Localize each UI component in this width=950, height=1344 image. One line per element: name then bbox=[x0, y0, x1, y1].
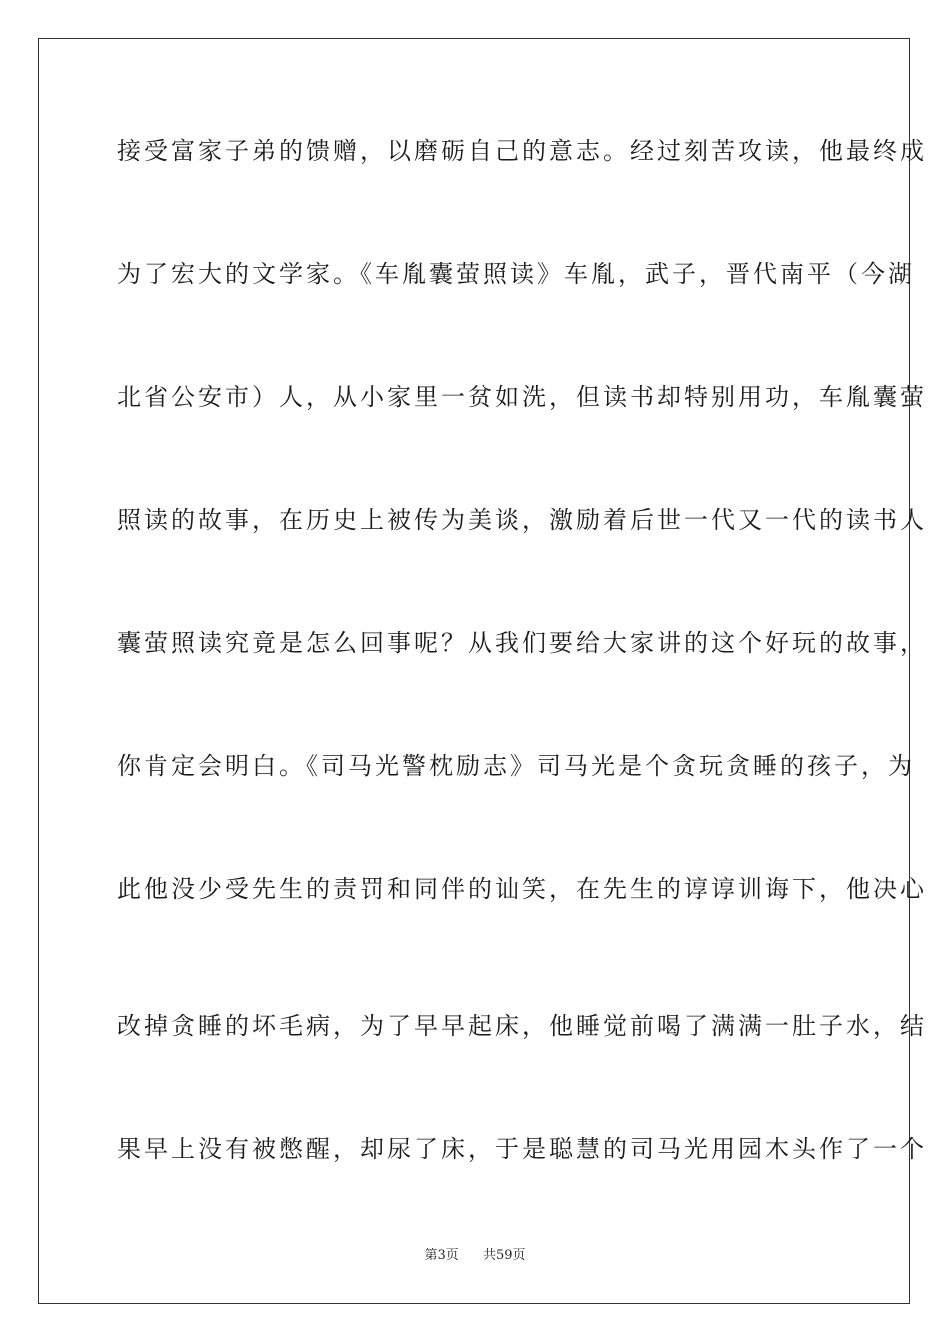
text-line: 果早上没有被憋醒，却尿了床，于是聪慧的司马光用园木头作了一个 bbox=[117, 1135, 927, 1163]
page-border bbox=[38, 38, 927, 1304]
text-line: 照读的故事，在历史上被传为美谈，激励着后世一代又一代的读书人 bbox=[117, 506, 927, 534]
text-line: 接受富家子弟的馈赠，以磨砺自己的意志。经过刻苦攻读，他最终成 bbox=[117, 137, 927, 165]
text-line: 改掉贪睡的坏毛病，为了早早起床，他睡觉前喝了满满一肚子水，结 bbox=[117, 1012, 927, 1040]
page-footer bbox=[0, 1248, 950, 1264]
text-line: 你肯定会明白。《司马光警枕励志》司马光是个贪玩贪睡的孩子，为 bbox=[117, 752, 915, 780]
text-line: 囊萤照读究竟是怎么回事呢？从我们要给大家讲的这个好玩的故事， bbox=[117, 629, 927, 657]
text-line: 此他没少受先生的责罚和同伴的讪笑，在先生的谆谆训诲下，他决心 bbox=[117, 875, 927, 903]
text-line: 为了宏大的文学家。《车胤囊萤照读》车胤，武子，晋代南平（今湖 bbox=[117, 260, 915, 288]
page-number: 第3页 bbox=[424, 1248, 459, 1263]
text-line: 北省公安市）人，从小家里一贫如洗，但读书却特别用功，车胤囊萤 bbox=[117, 383, 927, 411]
total-pages: 共59页 bbox=[483, 1248, 526, 1263]
